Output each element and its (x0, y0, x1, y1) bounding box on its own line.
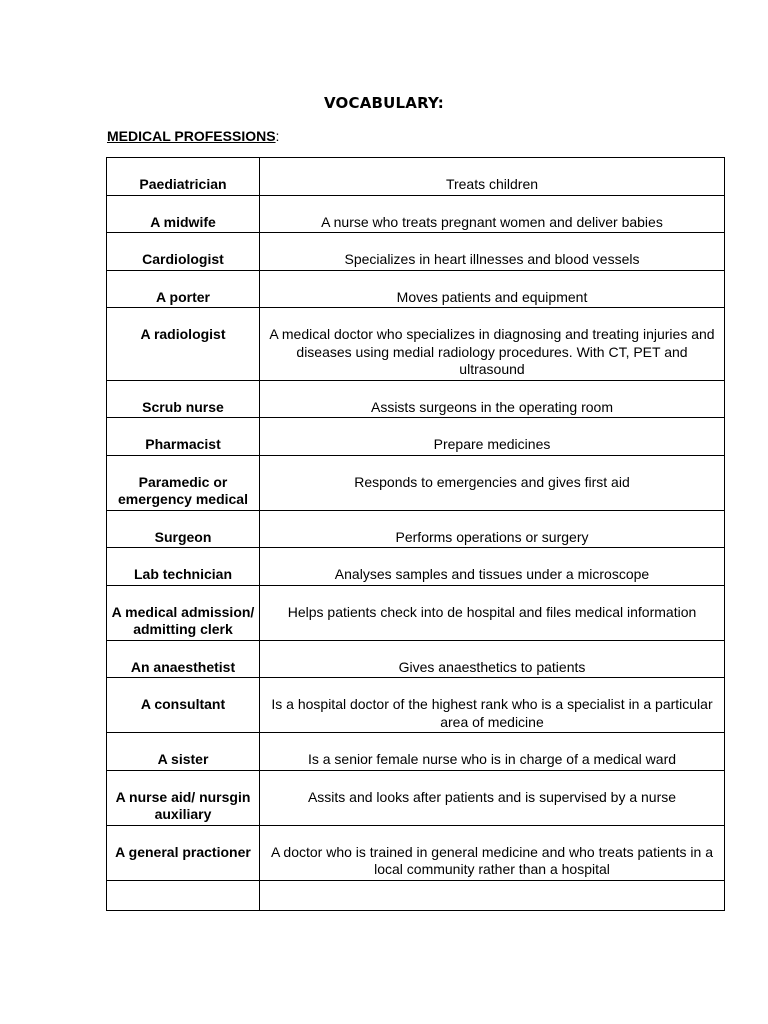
section-heading (107, 128, 279, 144)
table-row (107, 308, 725, 381)
definition-cell: Is a hospital doctor of the highest rank who is a specialist in a particular area of medicine (260, 678, 725, 733)
term-cell: A porter (107, 270, 260, 308)
table-row (107, 585, 725, 640)
term-cell: A consultant (107, 678, 260, 733)
definition-cell: Responds to emergencies and gives first aid (260, 455, 725, 510)
table-row (107, 733, 725, 771)
term-cell: A medical admission/ admitting clerk (107, 585, 260, 640)
definition-cell: Helps patients check into de hospital and files medical information (260, 585, 725, 640)
definition-cell: A nurse who treats pregnant women and deliver babies (260, 195, 725, 233)
definition-cell: Is a senior female nurse who is in charge of a medical ward (260, 733, 725, 771)
term-cell: A general practioner (107, 825, 260, 880)
definition-cell: Analyses samples and tissues under a microscope (260, 548, 725, 586)
section-heading-colon: : (275, 128, 280, 144)
document-title: VOCABULARY: (324, 94, 444, 112)
definition-cell: A doctor who is trained in general medicine and who treats patients in a local community rather than a hospital (260, 825, 725, 880)
table-row-empty (107, 880, 725, 910)
definition-cell: A medical doctor who specializes in diagnosing and treating injuries and diseases using medial radiology procedures. With CT, PET and ultrasound (260, 308, 725, 381)
section-heading-label: MEDICAL PROFESSIONS (107, 128, 276, 144)
table-row (107, 455, 725, 510)
definition-cell (260, 880, 725, 910)
table-row (107, 640, 725, 678)
term-cell: A midwife (107, 195, 260, 233)
term-cell: Lab technician (107, 548, 260, 586)
table-row (107, 510, 725, 548)
term-cell: An anaesthetist (107, 640, 260, 678)
table-row (107, 158, 725, 196)
table-row (107, 825, 725, 880)
definition-cell: Assits and looks after patients and is supervised by a nurse (260, 770, 725, 825)
definition-cell: Performs operations or surgery (260, 510, 725, 548)
table-row (107, 770, 725, 825)
vocabulary-table (106, 157, 725, 911)
table-row (107, 233, 725, 271)
term-cell: Surgeon (107, 510, 260, 548)
term-cell: Scrub nurse (107, 380, 260, 418)
term-cell (107, 880, 260, 910)
definition-cell: Prepare medicines (260, 418, 725, 456)
term-cell: A sister (107, 733, 260, 771)
definition-cell: Moves patients and equipment (260, 270, 725, 308)
term-cell: Paramedic or emergency medical (107, 455, 260, 510)
definition-cell: Specializes in heart illnesses and blood vessels (260, 233, 725, 271)
term-cell: Pharmacist (107, 418, 260, 456)
definition-cell: Gives anaesthetics to patients (260, 640, 725, 678)
definition-cell: Assists surgeons in the operating room (260, 380, 725, 418)
table-row (107, 418, 725, 456)
table-row (107, 195, 725, 233)
table-row (107, 548, 725, 586)
table-row (107, 270, 725, 308)
term-cell: Cardiologist (107, 233, 260, 271)
table-row (107, 380, 725, 418)
term-cell: A nurse aid/ nursgin auxiliary (107, 770, 260, 825)
definition-cell: Treats children (260, 158, 725, 196)
table-row (107, 678, 725, 733)
term-cell: Paediatrician (107, 158, 260, 196)
term-cell: A radiologist (107, 308, 260, 381)
